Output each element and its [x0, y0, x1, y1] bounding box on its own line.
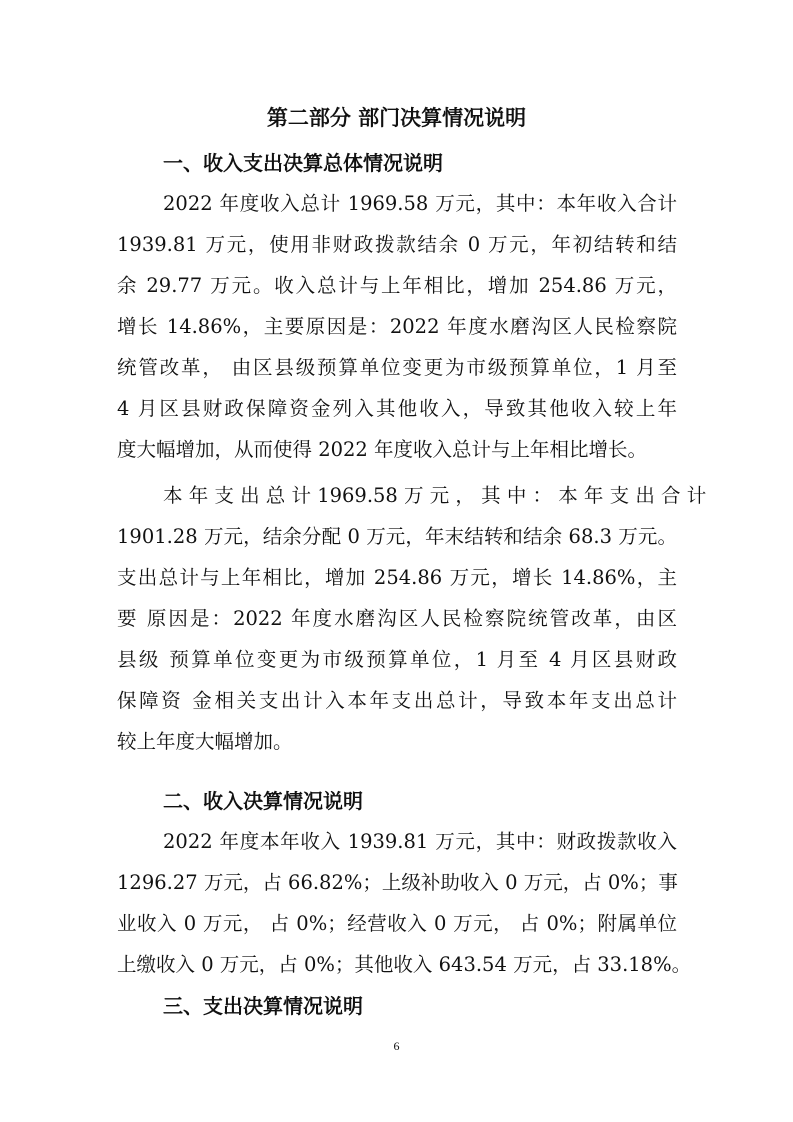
paragraph-line: 要 原因是：2022 年度水磨沟区人民检察院统管改革，由区: [117, 607, 677, 630]
section-heading-3: 三、支出决算情况说明: [163, 994, 363, 1018]
paragraph-line: 较上年度大幅增加。: [117, 730, 293, 753]
paragraph-line: 上缴收入 0 万元，占 0%；其他收入 643.54 万元，占 33.18%。: [117, 953, 692, 976]
paragraph-line: 业收入 0 万元， 占 0%；经营收入 0 万元， 占 0%；附属单位: [117, 912, 677, 935]
paragraph-line: 本 年 支 出 总 计 1969.58 万 元 ， 其 中 ： 本 年 支 出 合 计: [163, 484, 707, 507]
paragraph-line: 1939.81 万元，使用非财政拨款结余 0 万元，年初结转和结: [117, 233, 677, 256]
page-number: 6: [393, 1039, 400, 1053]
paragraph-line: 度大幅增加，从而使得 2022 年度收入总计与上年相比增长。: [117, 438, 648, 461]
paragraph-line: 统管改革， 由区县级预算单位变更为市级预算单位，1 月至: [117, 356, 677, 379]
section-heading-1: 一、收入支出决算总体情况说明: [163, 151, 443, 175]
paragraph-line: 余 29.77 万元。收入总计与上年相比，增加 254.86 万元，: [117, 274, 677, 297]
paragraph-line: 增长 14.86%，主要原因是：2022 年度水磨沟区人民检察院: [117, 315, 677, 338]
paragraph-line: 1901.28 万元，结余分配 0 万元，年末结转和结余 68.3 万元。: [117, 525, 677, 548]
paragraph-line: 2022 年度本年收入 1939.81 万元，其中：财政拨款收入: [163, 830, 677, 853]
paragraph-line: 2022 年度收入总计 1969.58 万元，其中：本年收入合计: [163, 192, 677, 215]
section-heading-2: 二、收入决算情况说明: [163, 789, 363, 813]
paragraph-line: 县级 预算单位变更为市级预算单位，1 月至 4 月区县财政: [117, 648, 677, 671]
paragraph-line: 4 月区县财政保障资金列入其他收入，导致其他收入较上年: [117, 397, 677, 420]
paragraph-line: 支出总计与上年相比，增加 254.86 万元，增长 14.86%，主: [117, 566, 677, 589]
page-title: 第二部分 部门决算情况说明: [266, 106, 527, 130]
paragraph-line: 1296.27 万元，占 66.82%；上级补助收入 0 万元，占 0%；事: [117, 871, 678, 894]
paragraph-line: 保障资 金相关支出计入本年支出总计，导致本年支出总计: [117, 689, 677, 712]
